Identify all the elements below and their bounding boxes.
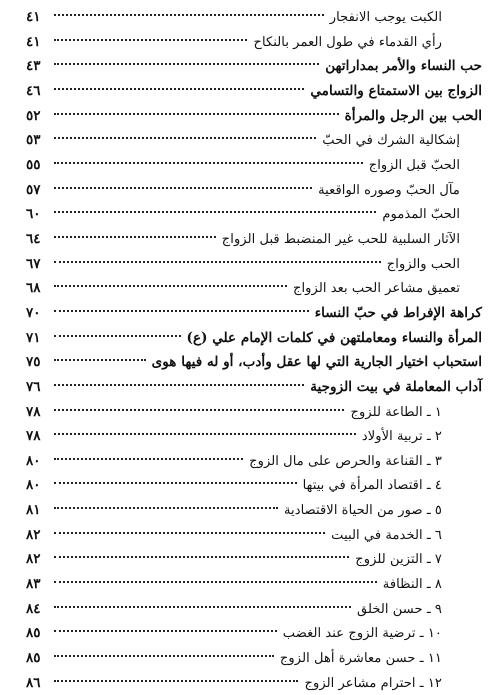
toc-entry <box>26 253 482 275</box>
dot-leader <box>54 630 277 632</box>
toc-entry-title: آداب المعاملة في بيت الزوجية <box>310 378 482 395</box>
dot-leader <box>54 458 243 460</box>
toc-entry-title: الحبّ المذموم <box>382 207 460 223</box>
toc-entry-page-number: ٦٧ <box>26 255 41 272</box>
toc-entry-title: ٩ ـ حسن الخلق <box>356 601 442 617</box>
dot-leader <box>54 261 381 263</box>
toc-entry-title: تعميق مشاعر الحب بعد الزواج <box>293 281 460 297</box>
toc-entry-title: رأي القدماء في طول العمر بالنكاح <box>253 34 442 50</box>
toc-entry <box>26 474 482 496</box>
toc-entry <box>26 179 482 201</box>
toc-entry-page-number: ٥٥ <box>26 156 41 173</box>
dot-leader <box>54 211 376 213</box>
toc-entry-page-number: ٨٦ <box>26 674 41 691</box>
toc-entry <box>26 425 482 447</box>
dot-leader <box>54 532 325 534</box>
dot-leader <box>54 606 351 608</box>
toc-entry-page-number: ٤٣ <box>26 58 41 75</box>
toc-entry <box>26 327 482 349</box>
toc-entry-page-number: ٥٢ <box>26 107 41 124</box>
toc-entry-page-number: ٧٨ <box>26 428 41 445</box>
dot-leader <box>54 285 287 287</box>
toc-entry-page-number: ٤١ <box>26 9 41 25</box>
dot-leader <box>54 63 319 65</box>
dot-leader <box>54 655 274 657</box>
toc-entry <box>26 450 482 472</box>
toc-entry-page-number: ٨١ <box>26 502 41 519</box>
toc-entry-title: كراهة الإفراط في حبّ النساء <box>314 304 482 321</box>
toc-entry-title: الزواج بين الاستمتاع والتسامي <box>310 82 482 99</box>
dot-leader <box>54 433 356 435</box>
toc-entry <box>26 277 482 299</box>
toc-entry-title: الحب والزواج <box>386 256 460 272</box>
toc-entry-page-number: ٧٠ <box>26 304 41 321</box>
toc-entry <box>26 228 482 250</box>
toc-entry-page-number: ٤٦ <box>26 82 41 99</box>
dot-leader <box>54 236 216 238</box>
dot-leader <box>54 113 339 115</box>
toc-entry-title: ٤ ـ اقتصاد المرأة في بيتها <box>302 478 442 494</box>
toc-entry-page-number: ٨٤ <box>26 600 41 617</box>
toc-entry-page-number: ٦٠ <box>26 206 41 223</box>
toc-entry-title: ١١ ـ حسن معاشرة أهل الزوج <box>279 651 442 667</box>
toc-entry <box>26 573 482 595</box>
toc-entry-page-number: ٥٧ <box>26 181 41 198</box>
toc-entry-page-number: ٤١ <box>26 33 41 50</box>
toc-entry-title: الآثار السلبية للحب غير المنضبط قبل الزواج <box>221 231 460 247</box>
toc-entry-page-number: ٧٦ <box>26 378 41 395</box>
dot-leader <box>54 581 377 583</box>
dot-leader <box>54 335 181 337</box>
toc-entry-title: حب النساء والأمر بمداراتهن <box>325 58 482 75</box>
toc-entry-title: الحبّ قبل الزواج <box>368 157 460 173</box>
toc-entry <box>26 105 482 127</box>
dot-leader <box>54 137 316 139</box>
toc-entry-page-number: ٨٣ <box>26 576 41 593</box>
dot-leader <box>54 482 297 484</box>
toc-entry <box>26 80 482 102</box>
dot-leader <box>54 680 298 682</box>
toc-entry <box>26 598 482 620</box>
toc-entry <box>26 647 482 669</box>
toc-entry-title: ٣ ـ القناعة والحرص على مال الزوج <box>249 453 442 469</box>
toc-entry-title: مآل الحبّ وصوره الواقعية <box>318 182 460 198</box>
toc-entry-page-number: ٧١ <box>26 329 41 346</box>
dot-leader <box>54 556 349 558</box>
toc-entry <box>26 672 482 694</box>
dot-leader <box>54 14 324 16</box>
toc-entry-page-number: ٨٥ <box>26 625 41 642</box>
dot-leader <box>54 88 304 90</box>
toc-entry <box>26 401 482 423</box>
toc-entry <box>26 302 482 324</box>
dot-leader <box>54 187 312 189</box>
dot-leader <box>54 384 304 386</box>
toc-entry-title: ٨ ـ النظافة <box>382 577 442 593</box>
toc-entry <box>26 203 482 225</box>
toc-entry <box>26 524 482 546</box>
toc-entry <box>26 499 482 521</box>
toc-entry-title: ٢ ـ تربية الأولاد <box>361 429 442 445</box>
toc-entry <box>26 129 482 151</box>
dot-leader <box>54 359 146 361</box>
dot-leader <box>54 39 247 41</box>
toc-entry <box>26 154 482 176</box>
toc-entry-title: ٥ ـ صور من الحياة الاقتصادية <box>283 503 442 519</box>
toc-entry-page-number: ٧٥ <box>26 354 41 371</box>
table-of-contents <box>0 6 500 694</box>
toc-entry-page-number: ٦٨ <box>26 280 41 297</box>
toc-entry-page-number: ٨٠ <box>26 452 41 469</box>
toc-entry <box>26 351 482 373</box>
toc-entry-title: ١ ـ الطاعة للزوج <box>350 404 442 420</box>
dot-leader <box>54 409 344 411</box>
toc-entry-title: إشكالية الشرك في الحبّ <box>322 133 460 149</box>
toc-entry <box>26 31 482 53</box>
toc-entry-title: الحب بين الرجل والمرأة <box>344 107 482 124</box>
toc-entry-page-number: ٨٠ <box>26 477 41 494</box>
dot-leader <box>54 162 363 164</box>
toc-entry <box>26 376 482 398</box>
dot-leader <box>54 507 278 509</box>
toc-entry <box>26 55 482 77</box>
toc-entry-page-number: ٨٢ <box>26 526 41 543</box>
toc-entry-title: المرأة والنساء ومعاملتهن في كلمات الإمام علي (ع) <box>186 329 482 346</box>
toc-entry-page-number: ٥٣ <box>26 132 41 149</box>
toc-entry-title: ١٠ ـ ترضية الزوج عند الغضب <box>282 626 442 642</box>
toc-entry-page-number: ٨٢ <box>26 551 41 568</box>
toc-entry <box>26 622 482 644</box>
toc-entry <box>26 6 482 28</box>
toc-entry <box>26 548 482 570</box>
toc-entry-title: ٧ ـ التزين للزوج <box>355 552 442 568</box>
dot-leader <box>54 310 309 312</box>
toc-entry-title: الكبت يوجب الانفجار <box>329 10 442 25</box>
toc-entry-page-number: ٦٤ <box>26 230 41 247</box>
toc-entry-title: ٦ ـ الخدمة في البيت <box>331 527 442 543</box>
toc-entry-title: ١٢ ـ احترام مشاعر الزوج <box>304 675 442 691</box>
toc-entry-page-number: ٨٥ <box>26 650 41 667</box>
toc-entry-title: استحباب اختيار الجارية التي لها عقل وأدب، أو له فيها هوى <box>151 354 482 371</box>
toc-entry-page-number: ٧٨ <box>26 403 41 420</box>
